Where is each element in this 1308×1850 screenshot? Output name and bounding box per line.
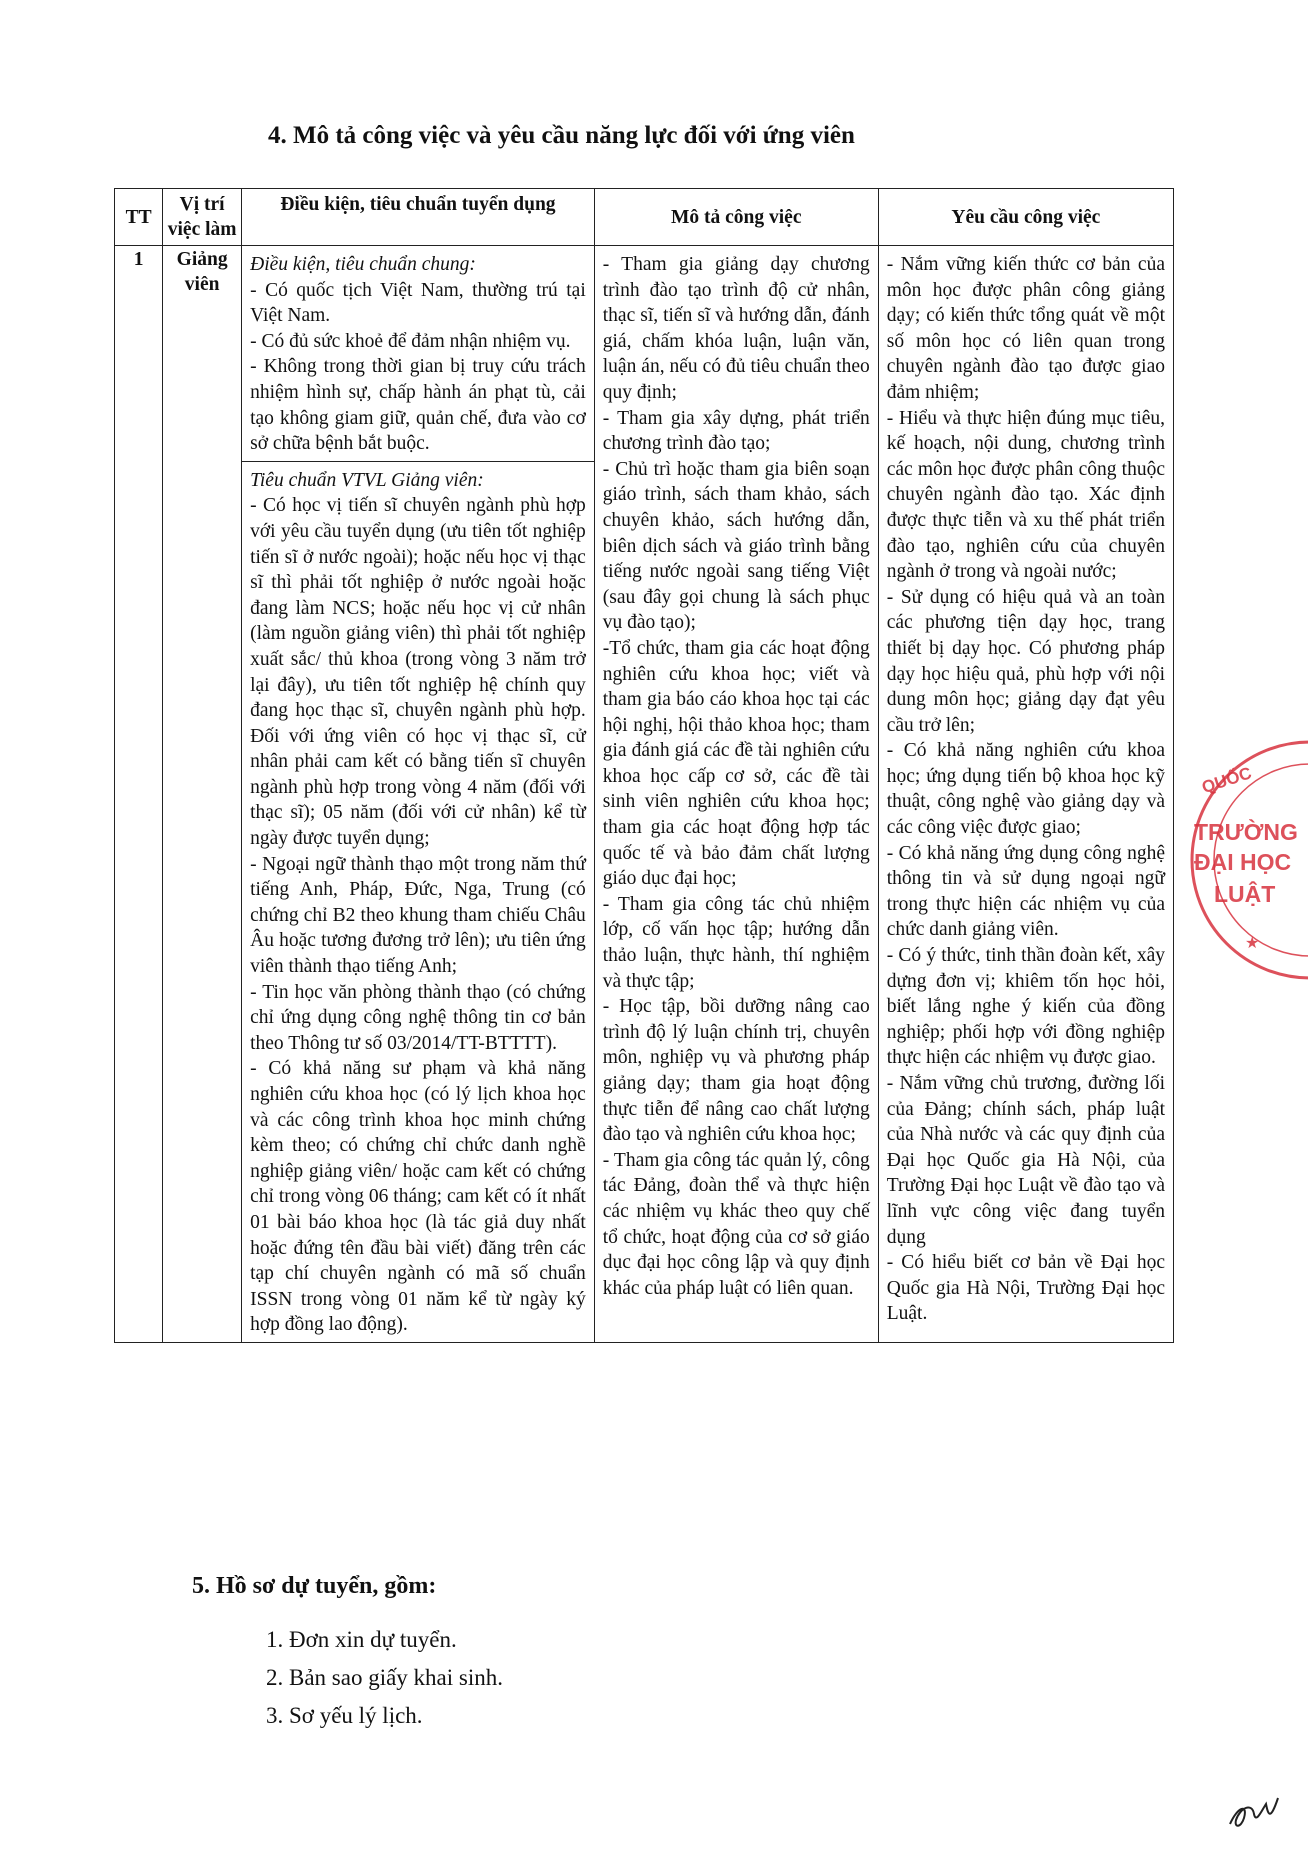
requirement-item: - Có khả năng nghiên cứu khoa học; ứng dụng tiến bộ khoa học kỹ thuật, công nghệ vào giảng dạy và các công việc được giao; xyxy=(886,740,1165,839)
list-item: 3. Sơ yếu lý lịch. xyxy=(266,1703,423,1728)
description-item: -Tổ chức, tham gia các hoạt động nghiên cứu khoa học; viết và tham gia báo cáo khoa học tại các hội nghị, hội thảo khoa học; tham gia đánh giá các đề tài nghiên cứu khoa học cấp cơ sở, các đề tài sinh viên nghiên cứu khoa học; tham gia các hoạt động hợp tác quốc tế và bảo đảm chất lượng giáo dục đại học; xyxy=(602,637,870,890)
svg-text:ĐẠI HỌC: ĐẠI HỌC xyxy=(1194,849,1292,875)
lecturer-standard-item: - Tin học văn phòng thành thạo (có chứng chỉ ứng dụng công nghệ thông tin cơ bản theo Thông tư số 03/2014/TT-BTTTT). xyxy=(250,981,586,1054)
header-position: Vị trí việc làm xyxy=(163,189,242,246)
lecturer-standard-item: - Có khả năng sư phạm và khả năng nghiên cứu khoa học (có lý lịch khoa học và các công trình khoa học minh chứng kèm theo; có chứng chỉ chức danh nghề nghiệp giảng viên/ hoặc cam kết có chứng chỉ trong vòng 06 tháng; cam kết có ít nhất 01 bài báo khoa học (là tác giả duy nhất hoặc đứng tên đầu bài viết) đăng trên các tạp chí chuyên ngành có mã số chuẩn ISSN trong vòng 01 năm kể từ ngày ký hợp đồng lao động). xyxy=(250,1058,586,1336)
requirement-item: - Có khả năng ứng dụng công nghệ thông tin và sử dụng ngoại ngữ trong thực hiện các nhiệm vụ của chức danh giảng viên. xyxy=(886,842,1165,941)
lecturer-standards-heading: Tiêu chuẩn VTVL Giảng viên: xyxy=(250,469,484,491)
row-position: Giảng viên xyxy=(163,246,242,1343)
svg-text:TRƯỜNG: TRƯỜNG xyxy=(1194,819,1298,845)
svg-text:LUẬT: LUẬT xyxy=(1214,881,1276,907)
lecturer-standard-item: - Có học vị tiến sĩ chuyên ngành phù hợp với yêu cầu tuyển dụng (ưu tiên tốt nghiệp tiến sĩ ở nước ngoài); hoặc nếu học vị thạc sĩ thì phải tốt nghiệp ở nước ngoài hoặc đang làm NCS; hoặc nếu học vị cử nhân (làm nguồn giảng viên) thì phải tốt nghiệp xuất sắc/ thủ khoa (trong vòng 3 năm trở lại đây), ưu tiên tốt nghiệp hệ chính quy đang học thạc sĩ, chuyên ngành phù hợp. Đối với ứng viên có học vị thạc sĩ, cử nhân phải cam kết có bằng tiến sĩ chuyên ngành phù hợp trong vòng 4 năm (đối với thạc sĩ); 05 năm (đối với cử nhân) kể từ ngày được tuyển dụng; xyxy=(250,495,586,850)
list-item: 1. Đơn xin dự tuyển. xyxy=(266,1627,457,1652)
description-item: - Tham gia công tác quản lý, công tác Đảng, đoàn thể và thực hiện các nhiệm vụ khác theo quy chế tổ chức, hoạt động của cơ sở giáo dục đại học công lập và quy định khác của pháp luật có liên quan. xyxy=(602,1149,870,1299)
requirement-item: - Sử dụng có hiệu quả và an toàn các phương tiện dạy học, trang thiết bị dạy học. Có phương pháp dạy học hiệu quả, phù hợp với nội dung môn học; giảng dạy đạt yêu cầu trở lên; xyxy=(886,586,1165,736)
general-condition-item: - Không trong thời gian bị truy cứu trách nhiệm hình sự, chấp hành án phạt tù, cải tạo không giam giữ, quản chế, đưa vào cơ sở chữa bệnh bắt buộc. xyxy=(250,356,586,455)
section-4-title: 4. Mô tả công việc và yêu cầu năng lực đối với ứng viên xyxy=(268,122,855,149)
svg-text:★: ★ xyxy=(1245,935,1260,952)
description-item: - Chủ trì hoặc tham gia biên soạn giáo trình, sách tham khảo, sách chuyên khảo, sách hướng dẫn, biên dịch sách và giáo trình bằng tiếng nước ngoài sang tiếng Việt (sau đây gọi chung là sách phục vụ đào tạo); xyxy=(602,458,870,634)
conditions-cell xyxy=(242,246,595,1343)
application-documents-list xyxy=(266,1621,503,1735)
general-condition-item: - Có quốc tịch Việt Nam, thường trú tại Việt Nam. xyxy=(250,279,586,327)
requirement-item: - Nắm vững kiến thức cơ bản của môn học được phân công giảng dạy; có kiến thức tổng quát về một số môn học có liên quan trong chuyên ngành đào tạo được giao đảm nhiệm; xyxy=(886,254,1165,403)
general-condition-item: - Có đủ sức khoẻ để đảm nhận nhiệm vụ. xyxy=(250,330,571,352)
lecturer-standard-item: - Ngoại ngữ thành thạo một trong năm thứ tiếng Anh, Pháp, Đức, Nga, Trung (có chứng chỉ B2 theo khung tham chiếu Châu Âu hoặc tương đương trở lên); ưu tiên ứng viên thành thạo tiếng Anh; xyxy=(250,853,586,978)
header-requirements: Yêu cầu công việc xyxy=(878,189,1173,246)
table-header-row xyxy=(115,189,1174,246)
list-item: 2. Bản sao giấy khai sinh. xyxy=(266,1665,503,1690)
general-conditions-heading: Điều kiện, tiêu chuẩn chung: xyxy=(250,254,476,275)
signature-initials xyxy=(1226,1784,1286,1834)
header-tt: TT xyxy=(115,189,163,246)
requirement-item: - Có hiểu biết cơ bản về Đại học Quốc gia Hà Nội, Trường Đại học Luật. xyxy=(886,1252,1165,1325)
svg-text:QUỐC: QUỐC xyxy=(1199,763,1254,798)
university-seal-stamp xyxy=(1180,740,1308,980)
header-conditions: Điều kiện, tiêu chuẩn tuyển dụng xyxy=(242,189,595,246)
requirement-item: - Nắm vững chủ trương, đường lối của Đảng; chính sách, pháp luật của Nhà nước và các quy định của Đại học Quốc gia Hà Nội, của Trường Đại học Luật về đào tạo và lĩnh vực công việc đang tuyển dụng xyxy=(886,1073,1165,1248)
description-item: - Tham gia giảng dạy chương trình đào tạo trình độ cử nhân, thạc sĩ, tiến sĩ và hướng dẫn, đánh giá, chấm khóa luận, luận văn, luận án, nếu có đủ tiêu chuẩn theo quy định; xyxy=(602,254,870,403)
table-row xyxy=(115,246,1174,1343)
requirements-cell xyxy=(878,246,1173,1343)
requirement-item: - Có ý thức, tinh thần đoàn kết, xây dựng đơn vị; khiêm tốn học hỏi, biết lắng nghe ý kiến của đồng nghiệp; phối hợp với đồng nghiệp thực hiện các nhiệm vụ được giao. xyxy=(886,945,1165,1069)
row-tt: 1 xyxy=(115,246,163,1343)
lecturer-standards xyxy=(242,461,594,1342)
job-description-table xyxy=(114,188,1174,1343)
requirement-item: - Hiểu và thực hiện đúng mục tiêu, kế hoạch, nội dung, chương trình các môn học được phân công thuộc chuyên ngành đào tạo. Xác định được thực tiễn và xu thế phát triển đào tạo, nghiên cứu của chuyên ngành ở trong và ngoài nước; xyxy=(886,407,1165,583)
description-item: - Tham gia công tác chủ nhiệm lớp, cố vấn học tập; hướng dẫn thảo luận, thực hành, thí nghiệm và thực tập; xyxy=(602,893,870,992)
section-5-title: 5. Hồ sơ dự tuyển, gồm: xyxy=(192,1573,437,1599)
header-description: Mô tả công việc xyxy=(594,189,878,246)
description-item: - Tham gia xây dựng, phát triển chương trình đào tạo; xyxy=(602,407,870,455)
description-cell xyxy=(594,246,878,1343)
general-conditions xyxy=(242,246,594,461)
description-item: - Học tập, bồi dưỡng nâng cao trình độ lý luận chính trị, chuyên môn, nghiệp vụ và phương pháp giảng dạy; tham gia hoạt động thực tiễn để nâng cao chất lượng đào tạo và nghiên cứu khoa học; xyxy=(602,996,870,1146)
